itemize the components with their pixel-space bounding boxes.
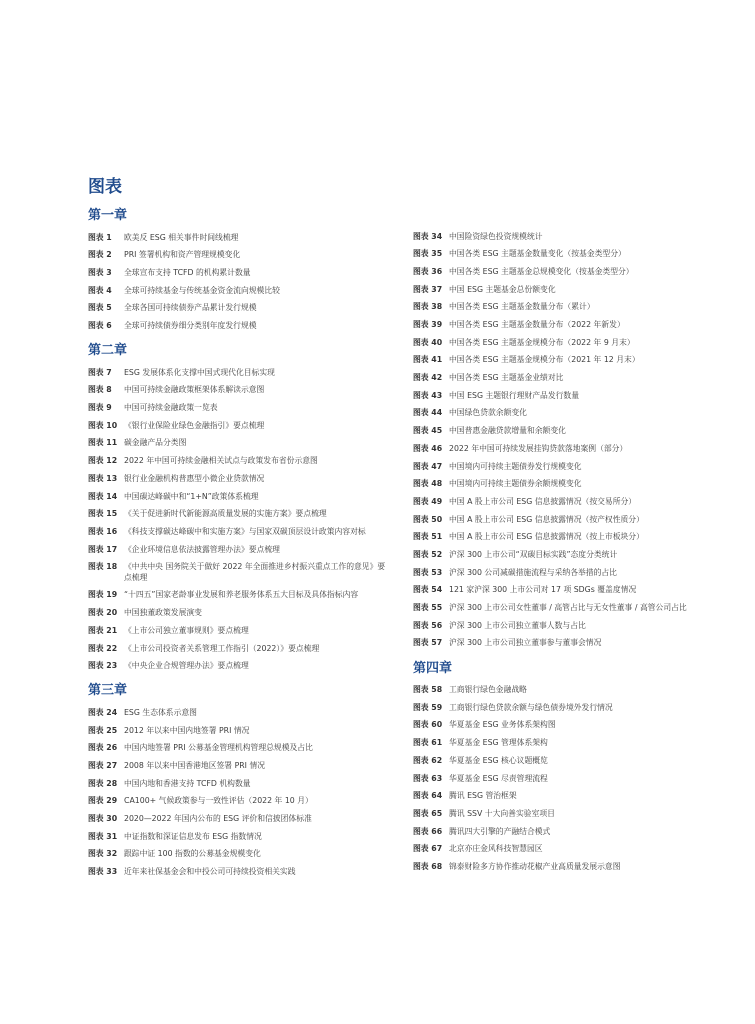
- figure-title: 中国 A 股上市公司 ESG 信息披露情况（按上市板块分）: [449, 532, 644, 542]
- figure-entry[interactable]: [88, 229, 388, 247]
- figure-entry[interactable]: [413, 493, 713, 511]
- figure-entry[interactable]: [413, 788, 713, 806]
- figure-number: 图表 54: [413, 585, 443, 595]
- figure-title: 中国各类 ESG 主题基金数量分布（2022 年新发）: [449, 320, 625, 330]
- figure-number: 图表 7: [88, 367, 112, 377]
- figure-entry[interactable]: [413, 405, 713, 423]
- figure-title: 沪深 300 上市公司女性董事 / 高管占比与无女性董事 / 高管公司占比: [449, 603, 687, 613]
- figure-number: 图表 40: [413, 337, 443, 347]
- figure-title: CA100+ 气候政策参与一致性评估（2022 年 10 月）: [124, 796, 313, 806]
- figure-number: 图表 58: [413, 685, 443, 695]
- figure-entry[interactable]: [413, 841, 713, 859]
- figure-list: [413, 228, 713, 653]
- figure-title: 工商银行绿色金融战略: [449, 685, 527, 695]
- figure-number: 图表 63: [413, 773, 443, 783]
- figure-entry[interactable]: [413, 370, 713, 388]
- figure-title: 锦泰财险多方协作推动花椒产业高质量发展示意图: [449, 861, 621, 871]
- figure-number: 图表 28: [88, 778, 118, 788]
- figure-entry[interactable]: [413, 228, 713, 246]
- figure-entry[interactable]: [413, 717, 713, 735]
- figure-title: 腾讯 ESG 管治框架: [449, 791, 517, 801]
- figure-entry[interactable]: [413, 458, 713, 476]
- figure-entry[interactable]: [413, 635, 713, 653]
- figure-title: 中国境内可持续主题债券余额规模变化: [449, 479, 582, 489]
- figure-entry[interactable]: [88, 775, 388, 793]
- figure-entry[interactable]: [413, 805, 713, 823]
- figure-title: 中国内地签署 PRI 公募基金管理机构管理总规模及占比: [124, 743, 313, 753]
- figure-number: 图表 48: [413, 479, 443, 489]
- figure-number: 图表 5: [88, 303, 112, 313]
- figure-entry[interactable]: [88, 382, 388, 400]
- figure-number: 图表 53: [413, 567, 443, 577]
- figure-entry[interactable]: [88, 488, 388, 506]
- figure-number: 图表 60: [413, 720, 443, 730]
- figure-title: 全球各国可持续债券产品累计发行规模: [124, 303, 257, 313]
- figure-entry[interactable]: [413, 564, 713, 582]
- figure-entry[interactable]: [88, 810, 388, 828]
- figure-entry[interactable]: [88, 400, 388, 418]
- figure-entry[interactable]: [88, 793, 388, 811]
- figure-entry[interactable]: [413, 352, 713, 370]
- figure-entry[interactable]: [88, 300, 388, 318]
- figure-number: 图表 62: [413, 755, 443, 765]
- figure-title: 中证指数和深证信息发布 ESG 指数情况: [124, 831, 262, 841]
- figure-number: 图表 8: [88, 385, 112, 395]
- figure-number: 图表 39: [413, 320, 443, 330]
- figure-number: 图表 19: [88, 590, 118, 600]
- figure-entry[interactable]: [88, 828, 388, 846]
- figure-number: 图表 29: [88, 796, 118, 806]
- figure-list: [88, 704, 388, 881]
- figure-number: 图表 1: [88, 232, 112, 242]
- figure-title: 2022 年中国可持续发展挂钩贷款落地案例（部分）: [449, 443, 628, 453]
- figure-entry[interactable]: [88, 740, 388, 758]
- figure-title: ESG 生态体系示意图: [124, 707, 197, 717]
- page-title: 图表: [88, 177, 122, 197]
- figure-number: 图表 37: [413, 284, 443, 294]
- figure-title: 中国 A 股上市公司 ESG 信息披露情况（按交易所分）: [449, 496, 637, 506]
- figure-title: 欧美反 ESG 相关事件时间线梳理: [124, 232, 239, 242]
- figure-title: 沪深 300 公司减碳措施流程与采纳各举措的占比: [449, 567, 617, 577]
- figure-entry[interactable]: [88, 605, 388, 623]
- figure-title: 银行业金融机构普惠型小微企业贷款情况: [124, 473, 265, 483]
- figure-entry[interactable]: [88, 247, 388, 265]
- figure-title: 2020—2022 年国内公布的 ESG 评价和信披团体标准: [124, 814, 312, 824]
- figure-number: 图表 6: [88, 321, 112, 331]
- figure-entry[interactable]: [413, 735, 713, 753]
- figure-title: 中国境内可持续主题债券发行规模变化: [449, 461, 582, 471]
- figure-title: 《中共中央 国务院关于做好 2022 年全面推进乡村振兴重点工作的意见》要点梳理: [124, 562, 386, 582]
- figure-number: 图表 15: [88, 509, 118, 519]
- figure-number: 图表 36: [413, 266, 443, 276]
- figure-entry[interactable]: [88, 658, 388, 676]
- chapter-heading: 第四章: [413, 660, 453, 676]
- figure-entry[interactable]: [88, 523, 388, 541]
- figure-number: 图表 64: [413, 791, 443, 801]
- figure-number: 图表 43: [413, 390, 443, 400]
- figure-title: 中国可持续金融政策一览表: [124, 403, 218, 413]
- figure-title: 《关于促进新时代新能源高质量发展的实施方案》要点梳理: [124, 509, 327, 519]
- figure-list: [88, 229, 388, 335]
- figure-number: 图表 68: [413, 861, 443, 871]
- figure-title: 中国 ESG 主题基金总份额变化: [449, 284, 556, 294]
- figure-title: 中国各类 ESG 主题基金数量变化（按基金类型分）: [449, 249, 626, 259]
- figure-title: 中国各类 ESG 主题基金总规模变化（按基金类型分）: [449, 266, 634, 276]
- figure-number: 图表 30: [88, 814, 118, 824]
- figure-title: 近年来社保基金会和中投公司可持续投资相关实践: [124, 867, 296, 877]
- figure-title: 碳金融产品分类图: [124, 438, 187, 448]
- figure-list: [88, 364, 388, 675]
- figure-number: 图表 46: [413, 443, 443, 453]
- figure-entry[interactable]: [88, 506, 388, 524]
- figure-number: 图表 51: [413, 532, 443, 542]
- figure-number: 图表 45: [413, 426, 443, 436]
- figure-entry[interactable]: [88, 864, 388, 882]
- figure-title: 《上市公司投资者关系管理工作指引（2022）》要点梳理: [124, 643, 320, 653]
- figure-title: 全球可持续债券细分类别年度发行规模: [124, 321, 257, 331]
- figure-title: 腾讯四大引擎的产融结合模式: [449, 826, 551, 836]
- figure-number: 图表 44: [413, 408, 443, 418]
- figure-number: 图表 33: [88, 867, 118, 877]
- figure-entry[interactable]: [413, 263, 713, 281]
- figure-title: 121 家沪深 300 上市公司对 17 项 SDGs 覆盖度情况: [449, 585, 637, 595]
- figure-title: “十四五”国家老龄事业发展和养老服务体系五大目标及具体指标内容: [124, 590, 359, 600]
- figure-entry[interactable]: [413, 823, 713, 841]
- figure-list: [413, 682, 713, 877]
- figure-title: 华夏基金 ESG 管理体系架构: [449, 738, 548, 748]
- figure-entry[interactable]: [413, 334, 713, 352]
- figure-title: 中国 ESG 主题银行理财产品发行数量: [449, 390, 580, 400]
- figure-entry[interactable]: [413, 682, 713, 700]
- figure-number: 图表 2: [88, 250, 112, 260]
- figure-title: PRI 签署机构和资产管理规模变化: [124, 250, 241, 260]
- figure-title: 工商银行绿色贷款余额与绿色债券境外发行情况: [449, 702, 613, 712]
- figure-entry[interactable]: [413, 752, 713, 770]
- figure-title: 中国各类 ESG 主题基金数量分布（累计）: [449, 302, 595, 312]
- figure-entry[interactable]: [413, 511, 713, 529]
- figure-entry[interactable]: [413, 582, 713, 600]
- figure-title: 华夏基金 ESG 业务体系架构图: [449, 720, 556, 730]
- figure-number: 图表 4: [88, 285, 112, 295]
- figure-entry[interactable]: [413, 423, 713, 441]
- figure-number: 图表 55: [413, 603, 443, 613]
- figure-title: 《银行业保险业绿色金融指引》要点梳理: [124, 420, 265, 430]
- figure-entry[interactable]: [88, 559, 388, 587]
- figure-number: 图表 14: [88, 491, 118, 501]
- figure-entry[interactable]: [88, 541, 388, 559]
- chapter-heading: 第二章: [88, 343, 128, 359]
- figure-title: 中国碳达峰碳中和“1+N”政策体系梳理: [124, 491, 259, 501]
- chapter-heading: 第三章: [88, 683, 128, 699]
- figure-entry[interactable]: [88, 722, 388, 740]
- figure-entry[interactable]: [88, 640, 388, 658]
- figure-entry[interactable]: [413, 617, 713, 635]
- figure-title: 跟踪中证 100 指数的公募基金规模变化: [124, 849, 261, 859]
- figure-entry[interactable]: [88, 264, 388, 282]
- figure-title: 中国可持续金融政策框架体系解读示意图: [124, 385, 265, 395]
- figure-number: 图表 11: [88, 438, 118, 448]
- figure-entry[interactable]: [88, 317, 388, 335]
- figure-entry[interactable]: [413, 440, 713, 458]
- figure-entry[interactable]: [88, 622, 388, 640]
- right-column: [413, 228, 713, 884]
- figure-entry[interactable]: [413, 246, 713, 264]
- figure-title: 华夏基金 ESG 核心议题概览: [449, 755, 548, 765]
- figure-number: 图表 16: [88, 526, 118, 536]
- figure-title: 2012 年以来中国内地签署 PRI 情况: [124, 725, 250, 735]
- figure-title: 《上市公司独立董事规则》要点梳理: [124, 625, 249, 635]
- figure-entry[interactable]: [88, 435, 388, 453]
- figure-title: 中国绿色贷款余额变化: [449, 408, 527, 418]
- figure-title: 沪深 300 上市公司独立董事参与董事会情况: [449, 638, 602, 648]
- figure-title: 腾讯 SSV 十大向善实验室项目: [449, 808, 555, 818]
- figure-title: 华夏基金 ESG 尽责管理流程: [449, 773, 548, 783]
- figure-entry[interactable]: [88, 453, 388, 471]
- figure-number: 图表 66: [413, 826, 443, 836]
- figure-number: 图表 13: [88, 473, 118, 483]
- figure-entry[interactable]: [88, 417, 388, 435]
- figure-number: 图表 17: [88, 544, 118, 554]
- figure-title: 《中央企业合规管理办法》要点梳理: [124, 661, 249, 671]
- figure-entry[interactable]: [88, 470, 388, 488]
- figure-title: 中国险资绿色投资规模统计: [449, 231, 543, 241]
- figure-number: 图表 9: [88, 403, 112, 413]
- chapter-heading: 第一章: [88, 208, 128, 223]
- figure-title: 北京亦庄金风科技智慧园区: [449, 844, 543, 854]
- figure-number: 图表 57: [413, 638, 443, 648]
- figure-number: 图表 23: [88, 661, 118, 671]
- figure-title: 《企业环境信息依法披露管理办法》要点梳理: [124, 544, 280, 554]
- figure-title: 《科技支撑碳达峰碳中和实施方案》与国家双碳顶层设计政策内容对标: [124, 526, 366, 536]
- figure-number: 图表 67: [413, 844, 443, 854]
- figure-number: 图表 24: [88, 707, 118, 717]
- figure-entry[interactable]: [413, 299, 713, 317]
- figure-title: 中国各类 ESG 主题基金规模分布（2022 年 9 月末）: [449, 337, 635, 347]
- figure-title: 中国各类 ESG 主题基金业绩对比: [449, 373, 564, 383]
- figure-number: 图表 47: [413, 461, 443, 471]
- figure-entry[interactable]: [413, 281, 713, 299]
- figure-title: 2008 年以来中国香港地区签署 PRI 情况: [124, 760, 266, 770]
- figure-number: 图表 42: [413, 373, 443, 383]
- figure-entry[interactable]: [413, 316, 713, 334]
- figure-entry[interactable]: [413, 599, 713, 617]
- figure-number: 图表 10: [88, 420, 118, 430]
- figure-number: 图表 21: [88, 625, 118, 635]
- figure-entry[interactable]: [413, 387, 713, 405]
- figure-number: 图表 26: [88, 743, 118, 753]
- figure-title: 中国内地和香港支持 TCFD 机构数量: [124, 778, 251, 788]
- figure-entry[interactable]: [413, 770, 713, 788]
- figure-number: 图表 31: [88, 831, 118, 841]
- figure-number: 图表 59: [413, 702, 443, 712]
- figure-number: 图表 20: [88, 608, 118, 618]
- figure-entry[interactable]: [413, 858, 713, 876]
- figure-title: 全球宣布支持 TCFD 的机构累计数量: [124, 267, 251, 277]
- figure-number: 图表 49: [413, 496, 443, 506]
- figure-title: 中国独董政策发展演变: [124, 608, 202, 618]
- figure-entry[interactable]: [88, 282, 388, 300]
- figure-entry[interactable]: [413, 699, 713, 717]
- figure-entry[interactable]: [88, 364, 388, 382]
- figure-title: 全球可持续基金与传统基金资金流向规模比较: [124, 285, 280, 295]
- figure-title: ESG 发展体系化支撑中国式现代化目标实现: [124, 367, 275, 377]
- figure-number: 图表 35: [413, 249, 443, 259]
- figure-number: 图表 56: [413, 620, 443, 630]
- figure-number: 图表 52: [413, 549, 443, 559]
- left-column: [88, 204, 388, 889]
- figure-number: 图表 3: [88, 267, 112, 277]
- figure-number: 图表 18: [88, 562, 118, 572]
- figure-number: 图表 34: [413, 231, 443, 241]
- figure-entry[interactable]: [413, 476, 713, 494]
- figure-title: 沪深 300 上市公司“双碳目标实践”态度分类统计: [449, 549, 618, 559]
- figure-number: 图表 25: [88, 725, 118, 735]
- figure-entry[interactable]: [88, 757, 388, 775]
- figure-number: 图表 65: [413, 808, 443, 818]
- figure-title: 中国普惠金融贷款增量和余额变化: [449, 426, 566, 436]
- figure-entry[interactable]: [413, 529, 713, 547]
- figure-title: 沪深 300 上市公司独立董事人数与占比: [449, 620, 586, 630]
- figure-title: 2022 年中国可持续金融相关试点与政策发布省份示意图: [124, 456, 318, 466]
- figure-number: 图表 38: [413, 302, 443, 312]
- figure-entry[interactable]: [413, 546, 713, 564]
- figure-number: 图表 41: [413, 355, 443, 365]
- figure-title: 中国各类 ESG 主题基金规模分布（2021 年 12 月末）: [449, 355, 640, 365]
- figure-number: 图表 12: [88, 456, 118, 466]
- figure-entry[interactable]: [88, 704, 388, 722]
- figure-title: 中国 A 股上市公司 ESG 信息披露情况（按产权性质分）: [449, 514, 644, 524]
- figure-number: 图表 27: [88, 760, 118, 770]
- figure-number: 图表 32: [88, 849, 118, 859]
- figure-entry[interactable]: [88, 846, 388, 864]
- figure-entry[interactable]: [88, 587, 388, 605]
- figure-number: 图表 61: [413, 738, 443, 748]
- figure-number: 图表 22: [88, 643, 118, 653]
- figure-number: 图表 50: [413, 514, 443, 524]
